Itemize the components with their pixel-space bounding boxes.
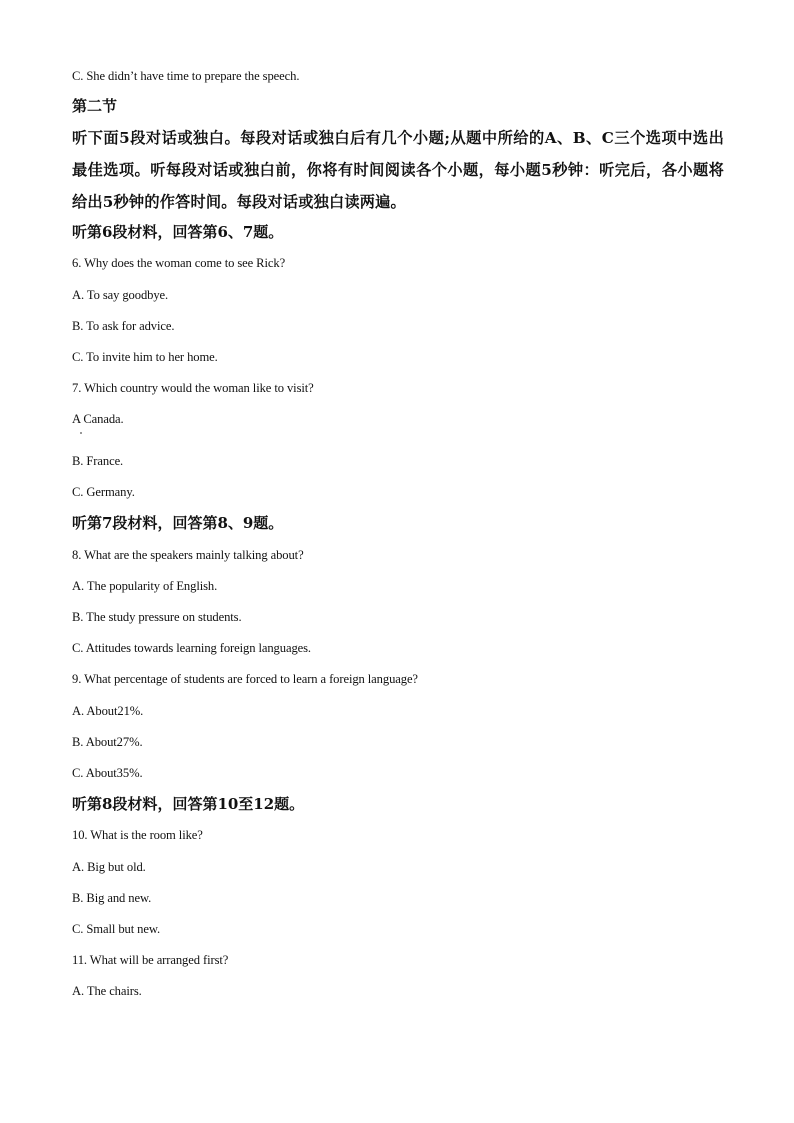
option-q8-b: B. The study pressure on students. <box>72 610 242 624</box>
option-q7-b: B. France. <box>72 454 124 468</box>
option-q6-b: B. To ask for advice. <box>72 319 175 333</box>
option-q5-c: C. She didn’t have time to prepare the speech. <box>72 69 300 83</box>
option-q8-c: C. Attitudes towards learning foreign languages. <box>72 641 311 655</box>
option-q7-c: C. Germany. <box>72 485 135 499</box>
option-q9-c: C. About35%. <box>72 766 143 780</box>
option-q9-a: A. About21%. <box>72 704 144 718</box>
option-q11-a: A. The chairs. <box>72 984 142 998</box>
section-title: 第二节 <box>72 97 118 115</box>
question-7: 7. Which country would the woman like to visit? <box>72 381 314 395</box>
question-6: 6. Why does the woman come to see Rick? <box>72 256 286 270</box>
question-9: 9. What percentage of students are forced to learn a foreign language? <box>72 672 418 686</box>
option-q10-c: C. Small but new. <box>72 922 161 936</box>
heading-passage-6: 听第6段材料，回答第6、7题。 <box>72 223 284 241</box>
option-q6-c: C. To invite him to her home. <box>72 350 218 364</box>
question-11: 11. What will be arranged first? <box>72 953 229 967</box>
section-instructions: 听下面5段对话或独白。每段对话或独白后有几个小题;从题中所给的A、B、C三个选项中选出最佳选项。听每段对话或独白前，你将有时间阅读各个小题，每小题5秒钟：听完后，各小题将给出5秒钟的作答时间。每段对话或独白读两遍。 <box>72 129 724 211</box>
option-q10-b: B. Big and new. <box>72 891 152 905</box>
option-q8-a: A. The popularity of English. <box>72 579 218 593</box>
question-8: 8. What are the speakers mainly talking about? <box>72 548 304 562</box>
option-q9-b: B. About27%. <box>72 735 143 749</box>
heading-passage-8: 听第8段材料，回答第10至12题。 <box>72 795 305 813</box>
question-10: 10. What is the room like? <box>72 828 203 842</box>
option-q6-a: A. To say goodbye. <box>72 288 169 302</box>
option-q7-a: A Canada. <box>72 412 124 426</box>
stray-mark <box>80 432 82 434</box>
option-q10-a: A. Big but old. <box>72 860 146 874</box>
heading-passage-7: 听第7段材料，回答第8、9题。 <box>72 514 284 532</box>
